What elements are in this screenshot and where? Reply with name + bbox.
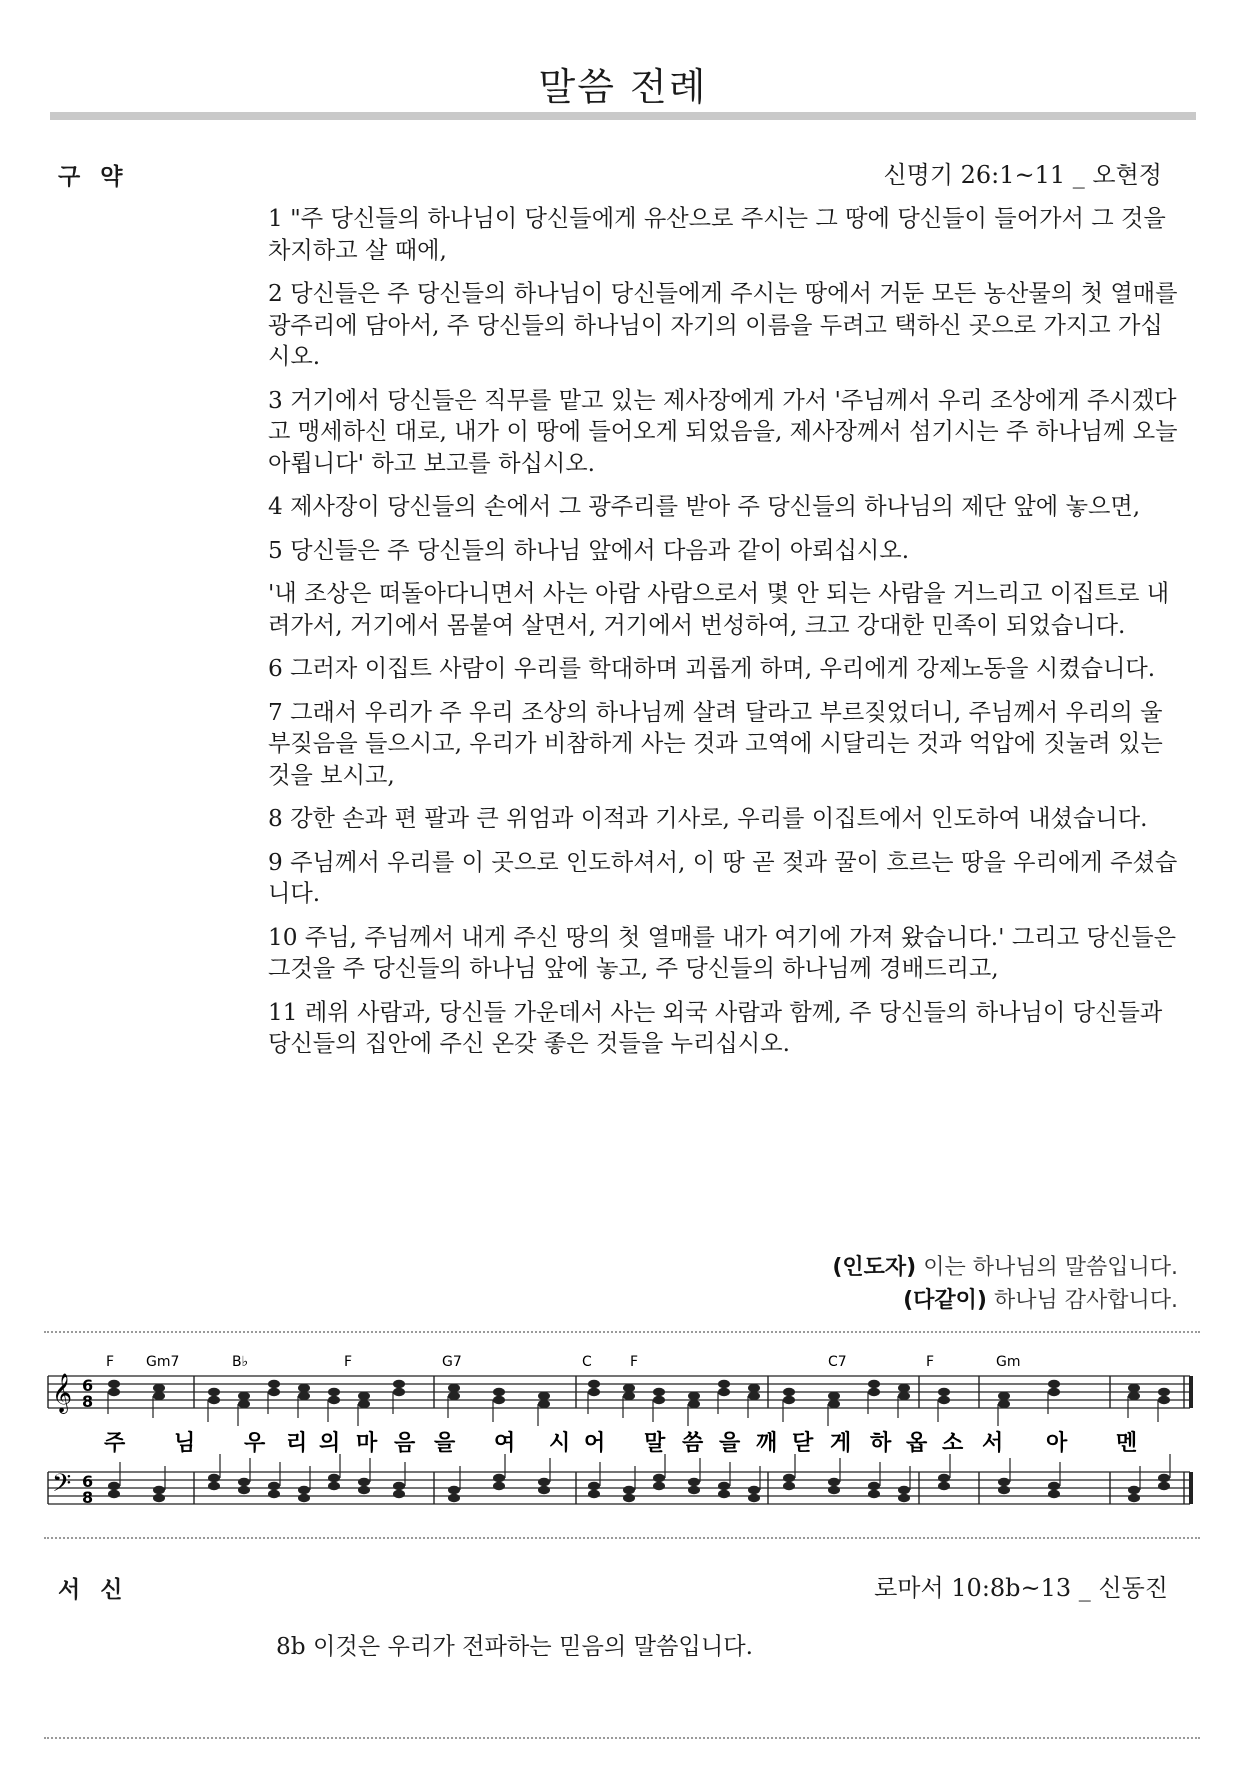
- bass-note: [748, 1494, 760, 1502]
- verse: 8 강한 손과 편 팔과 큰 위엄과 이적과 기사로, 우리를 이집트에서 인도하여 내셨습니다.: [268, 805, 1148, 832]
- bass-note: [538, 1486, 550, 1494]
- bass-note: [493, 1474, 505, 1482]
- bass-note: [1128, 1494, 1140, 1502]
- treble-note: [328, 1396, 340, 1404]
- lyric-syllable: 닫: [792, 1431, 814, 1456]
- lyrics-line: [104, 1430, 1137, 1456]
- bass-note: [358, 1478, 370, 1486]
- bass-note: [208, 1482, 220, 1490]
- bass-note: [623, 1486, 635, 1494]
- lyric-syllable: 을: [719, 1431, 741, 1456]
- time-signature-bottom: 8: [82, 1488, 94, 1507]
- bass-note: [268, 1482, 280, 1490]
- time-signature-top: 6: [82, 1376, 94, 1395]
- verse: '내 조상은 떠돌아다니면서 사는 아람 사람으로서 몇 안 되는 사람을 거느리고 이집트로 내려가서, 거기에서 몸붙여 살면서, 거기에서 번성하여, 크고 강대한 민족이 되었습니다.: [268, 580, 1170, 639]
- reading1-label: 구 약: [58, 164, 129, 190]
- lyric-syllable: 말: [644, 1431, 666, 1456]
- reading2-label: 서 신: [58, 1577, 129, 1603]
- bass-note: [238, 1486, 250, 1494]
- bass-note: [298, 1494, 310, 1502]
- lyric-syllable: 의: [319, 1431, 341, 1456]
- treble-note: [688, 1392, 700, 1400]
- bass-note: [393, 1490, 405, 1498]
- bass-note: [868, 1482, 880, 1490]
- verse: 6 그러자 이집트 사람이 우리를 학대하며 괴롭게 하며, 우리에게 강제노동을 시켰습니다.: [268, 655, 1156, 682]
- lyric-syllable: 주: [104, 1431, 126, 1456]
- bass-note: [898, 1494, 910, 1502]
- lyric-syllable: 리: [286, 1431, 308, 1456]
- bass-note: [358, 1486, 370, 1494]
- treble-note: [688, 1400, 700, 1408]
- bass-note: [1048, 1490, 1060, 1498]
- treble-note: [393, 1380, 405, 1388]
- treble-note: [108, 1388, 120, 1396]
- treble-note: [748, 1384, 760, 1392]
- bass-note: [268, 1490, 280, 1498]
- treble-note: [268, 1388, 280, 1396]
- bass-note: [718, 1482, 730, 1490]
- treble-note: [653, 1396, 665, 1404]
- bass-note: [938, 1474, 950, 1482]
- lyric-syllable: 음: [394, 1431, 416, 1456]
- lyric-syllable: 서: [982, 1431, 1004, 1456]
- treble-note: [783, 1396, 795, 1404]
- chord-symbol: F: [926, 1354, 935, 1370]
- treble-note: [208, 1388, 220, 1396]
- verse: 4 제사장이 당신들의 손에서 그 광주리를 받아 주 당신들의 하나님의 제단 앞에 놓으면,: [268, 493, 1141, 520]
- time-signature-top: 6: [82, 1472, 94, 1491]
- treble-note: [868, 1380, 880, 1388]
- verse: 7 그래서 우리가 주 우리 조상의 하나님께 살려 달라고 부르짖었더니, 주님께서 우리의 울부짖음을 들으시고, 우리가 비참하게 사는 것과 고역에 시달리는 것과 억압에 짓눌려 있는 것을 보시고,: [268, 698, 1163, 789]
- bass-note: [898, 1486, 910, 1494]
- time-signature-bottom: 8: [82, 1392, 94, 1411]
- treble-clef: 𝄞: [52, 1373, 73, 1413]
- treble-note: [748, 1392, 760, 1400]
- treble-note: [1158, 1388, 1170, 1396]
- treble-note: [623, 1384, 635, 1392]
- verse: 1 "주 당신들의 하나님이 당신들에게 유산으로 주시는 그 땅에 당신들이 들어가서 그 것을 차지하고 살 때에,: [268, 205, 1166, 264]
- treble-note: [153, 1392, 165, 1400]
- lyric-syllable: 아: [1046, 1431, 1068, 1456]
- treble-note: [538, 1400, 550, 1408]
- treble-note: [898, 1384, 910, 1392]
- bass-note: [448, 1486, 460, 1494]
- leader-text: 이는 하나님의 말씀입니다.: [923, 1255, 1178, 1280]
- treble-note: [298, 1392, 310, 1400]
- bass-note: [653, 1474, 665, 1482]
- treble-note: [328, 1388, 340, 1396]
- reading1-verses: [268, 203, 1180, 1072]
- music-notes: [108, 1380, 1170, 1502]
- bass-note: [238, 1478, 250, 1486]
- treble-note: [108, 1380, 120, 1388]
- bass-note: [298, 1486, 310, 1494]
- bass-note: [153, 1494, 165, 1502]
- bass-note: [623, 1494, 635, 1502]
- bass-note: [998, 1486, 1010, 1494]
- bass-note: [1158, 1474, 1170, 1482]
- bass-note: [588, 1482, 600, 1490]
- verse: 11 레위 사람과, 당신들 가운데서 사는 외국 사람과 함께, 주 당신들의 하나님이 당신들과 당신들의 집안에 주신 온갖 좋은 것들을 누리십시오.: [268, 998, 1163, 1057]
- page-title: 말씀 전례: [538, 65, 708, 109]
- chord-symbol: C7: [828, 1354, 847, 1370]
- treble-note: [718, 1388, 730, 1396]
- treble-note: [898, 1392, 910, 1400]
- bass-clef: 𝄢: [52, 1469, 72, 1504]
- bass-note: [828, 1486, 840, 1494]
- treble-note: [493, 1396, 505, 1404]
- bass-note: [1048, 1482, 1060, 1490]
- all-label: (다같이): [903, 1288, 987, 1313]
- treble-note: [783, 1388, 795, 1396]
- reading1-reference: 신명기 26:1~11 _ 오현정: [883, 161, 1162, 189]
- treble-note: [653, 1388, 665, 1396]
- bass-note: [108, 1482, 120, 1490]
- title-divider: [50, 112, 1196, 120]
- bass-note: [718, 1490, 730, 1498]
- bass-note: [783, 1474, 795, 1482]
- bass-note: [493, 1482, 505, 1490]
- bass-note: [938, 1482, 950, 1490]
- verse: 5 당신들은 주 당신들의 하나님 앞에서 다음과 같이 아뢰십시오.: [268, 536, 910, 564]
- treble-note: [393, 1388, 405, 1396]
- treble-note: [828, 1400, 840, 1408]
- verse: 9 주님께서 우리를 이 곳으로 인도하셔서, 이 땅 곧 젖과 꿀이 흐르는 땅을 우리에게 주셨습니다.: [268, 848, 1178, 907]
- dotted-divider: [44, 1331, 1200, 1333]
- treble-note: [208, 1396, 220, 1404]
- chord-symbol: Gm7: [146, 1354, 180, 1370]
- treble-note: [538, 1392, 550, 1400]
- treble-note: [268, 1380, 280, 1388]
- treble-note: [448, 1392, 460, 1400]
- treble-note: [623, 1392, 635, 1400]
- treble-note: [828, 1392, 840, 1400]
- treble-note: [493, 1388, 505, 1396]
- treble-note: [238, 1400, 250, 1408]
- verse: 10 주님, 주님께서 내게 주신 땅의 첫 열매를 내가 여기에 가져 왔습니다.' 그리고 당신들은 그것을 주 당신들의 하나님 앞에 놓고, 주 당신들의 하나님께 경배드리고,: [268, 923, 1177, 982]
- chord-symbol: F: [344, 1354, 353, 1370]
- leader-response: [832, 1250, 1178, 1281]
- bass-note: [108, 1490, 120, 1498]
- bass-note: [688, 1486, 700, 1494]
- treble-note: [448, 1384, 460, 1392]
- dotted-divider: [44, 1537, 1200, 1539]
- chord-symbol: C: [582, 1354, 592, 1370]
- bass-note: [688, 1478, 700, 1486]
- reading2-verse: 8b 이것은 우리가 전파하는 믿음의 말씀입니다.: [276, 1633, 754, 1660]
- bass-note: [868, 1490, 880, 1498]
- chord-symbol: B♭: [232, 1354, 249, 1370]
- treble-note: [153, 1384, 165, 1392]
- lyric-syllable: 마: [356, 1431, 378, 1456]
- lyric-syllable: 깨: [756, 1431, 778, 1456]
- treble-note: [358, 1392, 370, 1400]
- chord-symbols: [106, 1354, 1021, 1370]
- chord-symbol: G7: [442, 1354, 462, 1370]
- bass-note: [538, 1478, 550, 1486]
- treble-note: [868, 1388, 880, 1396]
- treble-note: [1048, 1380, 1060, 1388]
- treble-note: [588, 1380, 600, 1388]
- lyric-syllable: 을: [434, 1431, 456, 1456]
- bass-note: [448, 1494, 460, 1502]
- lyric-syllable: 시: [549, 1431, 571, 1456]
- treble-note: [718, 1380, 730, 1388]
- lyric-syllable: 어: [584, 1431, 606, 1456]
- verse: 2 당신들은 주 당신들의 하나님이 당신들에게 주시는 땅에서 거둔 모든 농산물의 첫 열매를 광주리에 담아서, 주 당신들의 하나님이 자기의 이름을 두려고 택하신 곳으로 가지고 가십시오.: [268, 280, 1178, 370]
- bass-note: [393, 1482, 405, 1490]
- chord-symbol: Gm: [996, 1354, 1021, 1370]
- treble-note: [358, 1400, 370, 1408]
- treble-note: [1158, 1396, 1170, 1404]
- treble-note: [938, 1396, 950, 1404]
- treble-note: [998, 1400, 1010, 1408]
- treble-note: [938, 1388, 950, 1396]
- lyric-syllable: 게: [830, 1431, 852, 1456]
- bass-note: [328, 1474, 340, 1482]
- bass-note: [783, 1482, 795, 1490]
- lyric-syllable: 우: [244, 1431, 266, 1456]
- dotted-divider: [44, 1737, 1200, 1739]
- chord-symbol: F: [630, 1354, 639, 1370]
- bass-note: [748, 1486, 760, 1494]
- treble-note: [238, 1392, 250, 1400]
- lyric-syllable: 멘: [1116, 1431, 1138, 1456]
- bass-note: [588, 1490, 600, 1498]
- bass-note: [653, 1482, 665, 1490]
- bass-note: [328, 1482, 340, 1490]
- leader-label: (인도자): [832, 1255, 917, 1280]
- bass-note: [1158, 1482, 1170, 1490]
- all-response: [903, 1283, 1178, 1314]
- lyric-syllable: 씀: [682, 1431, 704, 1456]
- lyric-syllable: 옵: [906, 1431, 928, 1456]
- chord-symbol: F: [106, 1354, 115, 1370]
- bass-note: [1128, 1486, 1140, 1494]
- bass-note: [208, 1474, 220, 1482]
- sheet-music: [44, 1346, 1200, 1528]
- treble-note: [588, 1388, 600, 1396]
- bass-note: [153, 1486, 165, 1494]
- treble-note: [1128, 1384, 1140, 1392]
- all-text: 하나님 감사합니다.: [993, 1288, 1178, 1313]
- bass-note: [998, 1478, 1010, 1486]
- lyric-syllable: 님: [174, 1431, 196, 1456]
- treble-note: [298, 1384, 310, 1392]
- treble-note: [1128, 1392, 1140, 1400]
- treble-note: [1048, 1388, 1060, 1396]
- reading2-reference: 로마서 10:8b~13 _ 신동진: [874, 1574, 1168, 1602]
- lyric-syllable: 하: [870, 1431, 892, 1456]
- treble-note: [998, 1392, 1010, 1400]
- bass-note: [828, 1478, 840, 1486]
- verse: 3 거기에서 당신들은 직무를 맡고 있는 제사장에게 가서 '주님께서 우리 조상에게 주시겠다고 맹세하신 대로, 내가 이 땅에 들어오게 되었음을, 제사장께서 섬기시는 주 하나님께 오늘 아룁니다' 하고 보고를 하십시오.: [268, 386, 1178, 477]
- lyric-syllable: 여: [494, 1431, 516, 1456]
- lyric-syllable: 소: [942, 1431, 964, 1456]
